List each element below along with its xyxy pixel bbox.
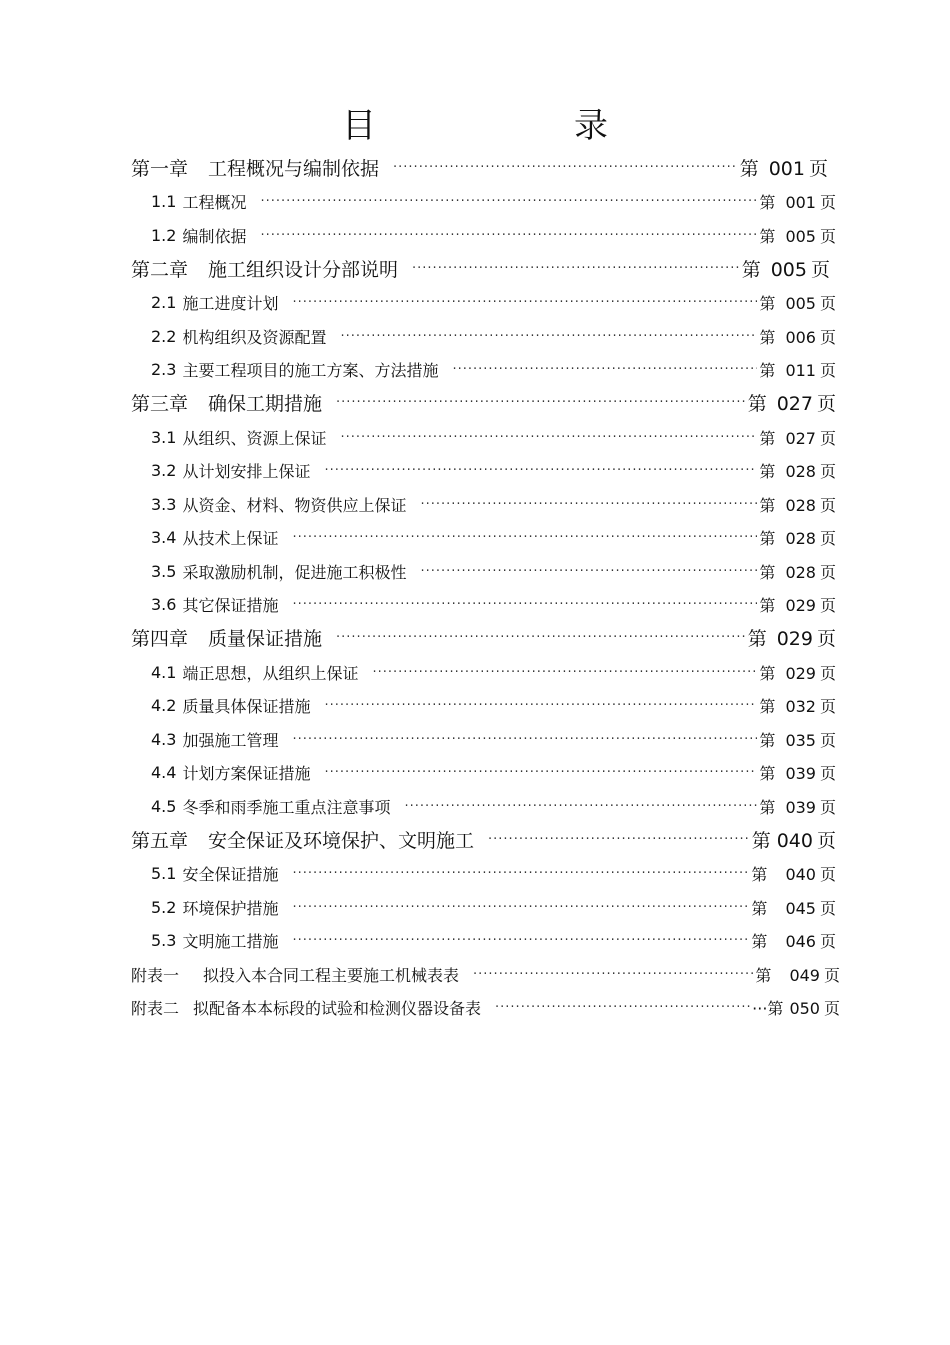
toc-entry-number: 3.6 <box>151 594 177 614</box>
toc-entry-title: 从计划安排上保证 <box>182 461 311 481</box>
page-suffix: 页 <box>823 998 840 1018</box>
toc-entry-title: 机构组织及资源配置 <box>182 327 327 347</box>
page-suffix: 页 <box>819 495 836 515</box>
toc-entry-page <box>759 325 836 348</box>
page-number: 040 <box>785 864 816 884</box>
page-prefix: 第 <box>759 226 776 246</box>
toc-entry-number: 3.4 <box>151 527 177 547</box>
toc-entry-number: 4.1 <box>151 662 177 682</box>
toc-entry-page <box>759 526 836 549</box>
page-prefix: 第 <box>751 898 768 918</box>
toc-entry[interactable] <box>151 491 836 517</box>
toc-entry[interactable] <box>151 188 836 214</box>
toc-entry-number: 2.1 <box>151 292 177 312</box>
page-number: 001 <box>785 192 816 212</box>
page-title: 目 录 <box>342 106 690 146</box>
toc-entry[interactable] <box>131 255 830 281</box>
toc-entry-title: 施工进度计划 <box>182 293 279 313</box>
page-prefix: 第 <box>751 931 768 951</box>
page-prefix: 第 <box>751 829 771 852</box>
toc-entry[interactable] <box>151 894 836 920</box>
page-suffix: 页 <box>819 595 836 615</box>
toc-entry-number: 1.1 <box>151 191 177 211</box>
dot-leader <box>336 630 746 645</box>
toc-entry-title: 采取激励机制，促进施工积极性 <box>182 562 407 582</box>
toc-entry[interactable] <box>151 289 836 315</box>
page-suffix: 页 <box>819 192 836 212</box>
dot-leader <box>292 866 749 881</box>
page-number: 039 <box>785 797 816 817</box>
toc-entry-title: 编制依据 <box>182 226 247 246</box>
page-suffix: 页 <box>819 696 836 716</box>
toc-entry[interactable] <box>151 222 836 248</box>
toc-entry-page <box>759 795 836 818</box>
page-number: 005 <box>785 293 816 313</box>
toc-entry-number: 4.4 <box>151 762 177 782</box>
toc-entry-number: 5.2 <box>151 897 177 917</box>
page-prefix: 第 <box>759 461 776 481</box>
toc-entry-page <box>759 761 836 784</box>
page-number: 040 <box>776 829 813 852</box>
page-prefix: 第 <box>755 965 772 985</box>
dot-leader <box>420 564 757 579</box>
page-suffix: 页 <box>819 293 836 313</box>
page-prefix: 第 <box>739 157 759 180</box>
page-suffix: 页 <box>819 898 836 918</box>
dot-leader <box>420 497 757 512</box>
dot-leader <box>336 395 746 410</box>
page-suffix: 页 <box>819 763 836 783</box>
toc-entry-number: 第三章 <box>131 392 189 415</box>
page-number: 005 <box>770 258 807 281</box>
page-number: 027 <box>776 392 813 415</box>
toc-entry[interactable] <box>151 524 836 550</box>
page-prefix: 第 <box>759 327 776 347</box>
page-number: 028 <box>785 461 816 481</box>
toc-entry-title: 拟配备本本标段的试验和检测仪器设备表 <box>193 998 482 1018</box>
toc-entry-title: 工程概况与编制依据 <box>208 157 380 180</box>
page-prefix: 第 <box>759 360 776 380</box>
dot-leader <box>292 933 749 948</box>
page-suffix: 页 <box>808 157 828 180</box>
toc-entry-page <box>751 896 836 919</box>
dot-leader <box>372 665 757 680</box>
page-suffix: 页 <box>819 931 836 951</box>
toc-entry-title: 从组织、资源上保证 <box>182 428 327 448</box>
toc-entry-number: 第二章 <box>131 258 189 281</box>
dot-leader <box>292 900 749 915</box>
toc-entry-title: 施工组织设计分部说明 <box>208 258 399 281</box>
page-suffix: 页 <box>819 730 836 750</box>
toc-entry-number: 3.5 <box>151 561 177 581</box>
toc-entry-number: 5.3 <box>151 930 177 950</box>
toc-entry[interactable] <box>151 759 836 785</box>
page-number: 027 <box>785 428 816 448</box>
toc-entry[interactable] <box>151 457 836 483</box>
page-number: 005 <box>785 226 816 246</box>
toc-entry[interactable] <box>151 323 836 349</box>
toc-entry-title: 从资金、材料、物资供应上保证 <box>182 495 407 515</box>
toc-entry-page <box>759 593 836 616</box>
toc-entry-title: 拟投入本合同工程主要施工机械表表 <box>203 965 460 985</box>
page-prefix: 第 <box>759 562 776 582</box>
dot-leader <box>292 530 757 545</box>
page-number: 011 <box>785 360 816 380</box>
page-number: 032 <box>785 696 816 716</box>
page-number: 050 <box>789 998 820 1018</box>
toc-entry-number: 附表一 <box>131 965 180 985</box>
toc-entry-title: 确保工期措施 <box>208 392 323 415</box>
page-number: 029 <box>785 663 816 683</box>
toc-entry-number: 1.2 <box>151 225 177 245</box>
page-number: 039 <box>785 763 816 783</box>
page-prefix: 第 <box>759 797 776 817</box>
page-prefix: 第 <box>759 428 776 448</box>
page-suffix: 页 <box>819 360 836 380</box>
toc-entry-page <box>759 694 836 717</box>
page-number: 006 <box>785 327 816 347</box>
toc-entry[interactable] <box>151 793 836 819</box>
toc-entry-number: 3.1 <box>151 427 177 447</box>
toc-entry-title: 冬季和雨季施工重点注意事项 <box>182 797 391 817</box>
toc-entry[interactable] <box>151 692 836 718</box>
toc-entry-title: 从技术上保证 <box>182 528 279 548</box>
page-suffix: 页 <box>819 528 836 548</box>
toc-entry-number: 第四章 <box>131 627 189 650</box>
page-prefix: 第 <box>759 696 776 716</box>
page-suffix: 页 <box>819 864 836 884</box>
page-prefix: 第 <box>759 730 776 750</box>
page-number: 029 <box>776 627 813 650</box>
dot-leader <box>292 732 757 747</box>
toc-entry-number: 4.3 <box>151 729 177 749</box>
page-prefix: 第 <box>741 258 761 281</box>
page-number: 028 <box>785 528 816 548</box>
page-prefix: 第 <box>759 528 776 548</box>
toc-entry[interactable] <box>131 154 828 180</box>
toc-entry[interactable] <box>151 927 836 953</box>
toc-entry-page <box>755 963 840 986</box>
toc-entry-title: 文明施工措施 <box>182 931 279 951</box>
toc-entry-page <box>759 291 836 314</box>
toc-entry-title: 质量保证措施 <box>208 627 323 650</box>
dot-leader <box>292 295 757 310</box>
toc-entry[interactable] <box>151 591 836 617</box>
page-suffix: 页 <box>819 663 836 683</box>
toc-entry-title: 安全保证措施 <box>182 864 279 884</box>
page-suffix: 页 <box>819 562 836 582</box>
page-suffix: 页 <box>816 829 836 852</box>
toc-entry-title: 主要工程项目的施工方案、方法措施 <box>182 360 439 380</box>
toc-entry-title: 质量具体保证措施 <box>182 696 311 716</box>
toc-entry-number: 2.3 <box>151 359 177 379</box>
page-suffix: 页 <box>816 627 836 650</box>
toc-entry-title: 其它保证措施 <box>182 595 279 615</box>
dot-leader <box>260 194 757 209</box>
page-suffix: 页 <box>823 965 840 985</box>
page-number: 049 <box>789 965 820 985</box>
toc-entry-page <box>751 929 836 952</box>
page-prefix: 第 <box>759 663 776 683</box>
toc-entry-page <box>752 826 836 853</box>
toc-entry-title: 加强施工管理 <box>182 730 279 750</box>
page-number: 046 <box>785 931 816 951</box>
page-prefix: 第 <box>759 763 776 783</box>
page-prefix: 第 <box>759 293 776 313</box>
dot-leader <box>260 228 757 243</box>
dot-leader <box>495 1000 750 1015</box>
page-prefix: 第 <box>747 627 767 650</box>
dot-leader <box>324 463 757 478</box>
page-suffix: 页 <box>819 226 836 246</box>
toc-entry-page <box>748 624 836 651</box>
dot-leader <box>452 362 757 377</box>
toc-entry-page <box>759 426 836 449</box>
page-suffix: 页 <box>819 327 836 347</box>
page-prefix: 第 <box>759 192 776 212</box>
page-prefix: 第 <box>759 495 776 515</box>
toc-entry-page <box>759 493 836 516</box>
dot-leader <box>404 799 757 814</box>
page-suffix: 页 <box>819 428 836 448</box>
page-number: 001 <box>768 157 805 180</box>
toc-entry-title: 环境保护措施 <box>182 898 279 918</box>
page-number: 045 <box>785 898 816 918</box>
toc-entry-title: 端正思想，从组织上保证 <box>182 663 359 683</box>
toc-entry-page <box>740 154 828 181</box>
toc-entry-page <box>759 190 836 213</box>
page-suffix: 页 <box>810 258 830 281</box>
page-prefix: 第 <box>759 595 776 615</box>
toc-entry-page <box>759 224 836 247</box>
toc-entry[interactable] <box>131 994 840 1020</box>
toc-entry-page <box>742 255 830 282</box>
toc-entry-page <box>748 389 836 416</box>
page-suffix: 页 <box>819 797 836 817</box>
toc-entry-page <box>752 996 840 1019</box>
toc-entry-page <box>759 560 836 583</box>
toc-entry-number: 第五章 <box>131 829 189 852</box>
toc-entry[interactable] <box>151 860 836 886</box>
dot-leader <box>473 967 753 982</box>
dot-leader <box>412 261 740 276</box>
dot-leader <box>393 160 738 175</box>
page-prefix: ···第 <box>752 998 784 1018</box>
page-prefix: 第 <box>751 864 768 884</box>
dot-leader <box>488 832 750 847</box>
toc-entry[interactable] <box>151 356 836 382</box>
toc-entry[interactable] <box>131 961 840 987</box>
page-number: 035 <box>785 730 816 750</box>
dot-leader <box>324 698 757 713</box>
toc-entry-number: 3.2 <box>151 460 177 480</box>
dot-leader <box>292 597 757 612</box>
toc-entry[interactable] <box>131 624 836 650</box>
page-suffix: 页 <box>819 461 836 481</box>
toc-entry-page <box>759 661 836 684</box>
toc-entry-number: 第一章 <box>131 157 189 180</box>
toc-entry-title: 计划方案保证措施 <box>182 763 311 783</box>
toc-entry-page <box>759 358 836 381</box>
toc-entry-page <box>759 728 836 751</box>
toc-entry-number: 4.2 <box>151 695 177 715</box>
page-number: 028 <box>785 495 816 515</box>
toc-entry-number: 2.2 <box>151 326 177 346</box>
toc-entry-page <box>759 459 836 482</box>
page-suffix: 页 <box>816 392 836 415</box>
page-number: 029 <box>785 595 816 615</box>
toc-entry-title: 安全保证及环境保护、文明施工 <box>208 829 475 852</box>
dot-leader <box>340 329 757 344</box>
toc-entry[interactable] <box>131 389 836 415</box>
toc-entry-number: 5.1 <box>151 863 177 883</box>
toc-entry[interactable] <box>151 726 836 752</box>
dot-leader <box>340 430 757 445</box>
toc-entry-page <box>751 862 836 885</box>
page-number: 028 <box>785 562 816 582</box>
toc-entry-number: 附表二 <box>131 998 180 1018</box>
toc-entry-number: 3.3 <box>151 494 177 514</box>
page-prefix: 第 <box>747 392 767 415</box>
toc-entry-number: 4.5 <box>151 796 177 816</box>
toc-entry[interactable] <box>131 826 836 852</box>
toc-entry[interactable] <box>151 558 836 584</box>
toc-entry[interactable] <box>151 659 836 685</box>
dot-leader <box>324 765 757 780</box>
toc-entry-title: 工程概况 <box>182 192 247 212</box>
toc-entry[interactable] <box>151 424 836 450</box>
